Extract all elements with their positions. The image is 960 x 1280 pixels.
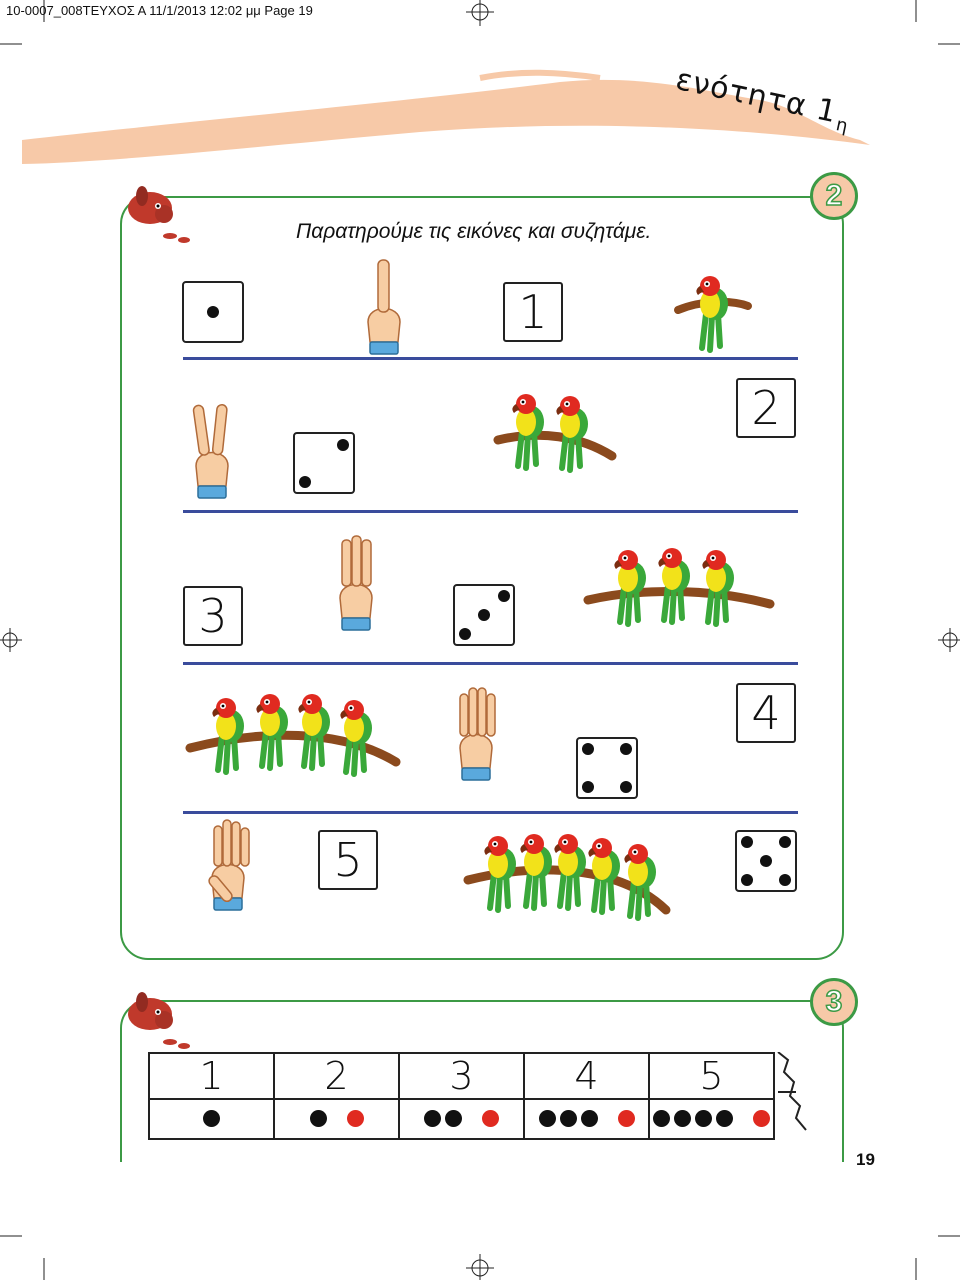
- number-card-4: 4: [736, 683, 796, 743]
- row-1: [183, 260, 748, 354]
- printer-slug: 10-0007_008ΤΕΥΧΟΣ Α 11/1/2013 12:02 μμ Page 19: [6, 3, 313, 18]
- exercise-3-badge: 3: [810, 978, 858, 1026]
- dog-icon: [108, 984, 200, 1054]
- exercise-2-badge: 2: [810, 172, 858, 220]
- dot-cell-1: [149, 1099, 274, 1139]
- dot-cell-5: [649, 1099, 774, 1139]
- number-card-2: 2: [736, 378, 796, 438]
- number-card-5: 5: [318, 830, 378, 890]
- dot-cell-4: [524, 1099, 649, 1139]
- number-card-1: 1: [503, 282, 563, 342]
- divider-1: [183, 357, 798, 360]
- number-card-3: 3: [183, 586, 243, 646]
- number-cell-3: 3: [399, 1053, 524, 1099]
- page-number: 19: [856, 1150, 875, 1169]
- row-3: [340, 536, 770, 645]
- dot-cell-2: [274, 1099, 399, 1139]
- divider-2: [183, 510, 798, 513]
- divider-4: [183, 811, 798, 814]
- number-cell-1: 1: [149, 1053, 274, 1099]
- row-2: [193, 394, 612, 498]
- row-5: [207, 820, 796, 918]
- number-row: [149, 1053, 774, 1099]
- dot-cell-3: [399, 1099, 524, 1139]
- number-line-table: [148, 1052, 775, 1140]
- unit-title-suffix: η: [834, 114, 851, 138]
- dot-row: [149, 1099, 774, 1139]
- number-cell-4: 4: [524, 1053, 649, 1099]
- number-cell-2: 2: [274, 1053, 399, 1099]
- unit-title-text: ενότητα 1: [672, 62, 841, 131]
- row-4: [190, 688, 637, 798]
- exercise-2-instruction: Παρατηρούμε τις εικόνες και συζητάμε.: [296, 220, 652, 243]
- divider-3: [183, 662, 798, 665]
- torn-edge: [776, 1052, 820, 1132]
- number-cell-5: 5: [649, 1053, 774, 1099]
